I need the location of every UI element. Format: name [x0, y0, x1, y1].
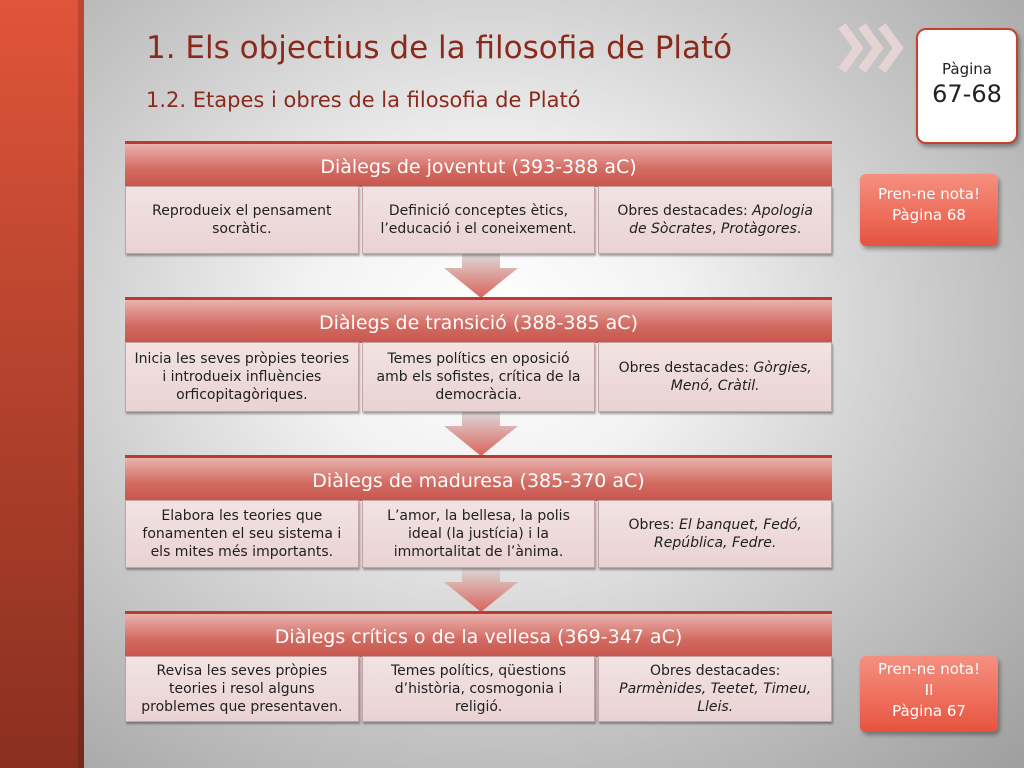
stage-cell — [125, 656, 359, 722]
page-reference-number: 67-68 — [932, 80, 1002, 108]
stage-cell — [362, 342, 596, 412]
note-callout-2 — [860, 656, 998, 732]
works-prefix: Obres destacades: — [649, 663, 781, 679]
stage-cell — [362, 500, 596, 568]
note-callout-line: II — [924, 681, 934, 699]
stage-cell-works — [598, 656, 832, 722]
works-title: Apologia de Sòcrates — [629, 203, 813, 237]
works-line — [607, 359, 823, 395]
stage-cell-works — [598, 342, 832, 412]
down-arrow-icon — [444, 252, 518, 298]
page-subtitle: 1.2. Etapes i obres de la filosofia de Plató — [146, 88, 581, 112]
works-line — [607, 202, 823, 238]
works-line — [607, 516, 823, 552]
stage-heading: Diàlegs de maduresa (385-370 aC) — [125, 455, 832, 501]
note-callout-line: Pàgina 67 — [892, 702, 966, 720]
works-prefix: Obres destacades: — [618, 360, 754, 376]
works-prefix: Obres destacades: — [617, 203, 753, 219]
stage-cell — [362, 656, 596, 722]
page-reference-box — [916, 28, 1018, 144]
cell-text: Temes polítics, qüestions d’història, cosmogonia i religió. — [390, 663, 567, 715]
works-title: Gòrgies, Menó, Cràtil. — [670, 360, 812, 394]
page-reference-label: Pàgina — [942, 60, 992, 78]
down-arrow-icon — [444, 566, 518, 612]
stage-cell — [362, 186, 596, 254]
stage-cell-works — [598, 186, 832, 254]
works-title: Protàgores — [720, 221, 797, 237]
works-title: El banquet, Fedó, República, Fedre. — [654, 517, 802, 551]
cell-text: Inicia les seves pròpies teories i introdueix influències orficopitagòriques. — [134, 351, 350, 403]
stage-cell — [125, 342, 359, 412]
cell-text: Revisa les seves pròpies teories i resol alguns problemes que presentaven. — [141, 663, 343, 715]
sidebar-accent-bar — [0, 0, 84, 768]
works-sep: , — [711, 221, 721, 237]
note-callout-1 — [860, 174, 998, 246]
note-callout-line: Pren-ne nota! — [877, 185, 981, 203]
page-title: 1. Els objectius de la filosofia de Plató — [146, 30, 733, 66]
stage-cell — [125, 186, 359, 254]
cell-text: Definició conceptes ètics, l’educació i el coneixement. — [380, 203, 577, 237]
note-callout-line: Pàgina 68 — [892, 206, 966, 224]
down-arrow-icon — [444, 410, 518, 456]
stage-heading: Diàlegs de transició (388-385 aC) — [125, 297, 832, 343]
cell-text: L’amor, la bellesa, la polis ideal (la justícia) i la immortalitat de l’ànima. — [387, 508, 570, 560]
works-prefix: Obres: — [628, 517, 679, 533]
stage-cell-works — [598, 500, 832, 568]
works-line — [607, 662, 823, 716]
chevrons-icon — [836, 22, 906, 74]
cell-text: Elabora les teories que fonamenten el seu sistema i els mites més importants. — [142, 508, 342, 560]
stage-heading: Diàlegs de joventut (393-388 aC) — [125, 141, 832, 187]
cell-text: Temes polítics en oposició amb els sofistes, crítica de la democràcia. — [376, 351, 581, 403]
note-callout-line: Pren-ne nota! — [877, 660, 981, 678]
works-title: Parmènides, Teetet, Timeu, Lleis. — [619, 681, 812, 715]
stage-cell — [125, 500, 359, 568]
stage-heading: Diàlegs crítics o de la vellesa (369-347 aC) — [125, 611, 832, 657]
cell-text: Reprodueix el pensament socràtic. — [152, 203, 332, 237]
works-suffix: . — [796, 221, 802, 237]
